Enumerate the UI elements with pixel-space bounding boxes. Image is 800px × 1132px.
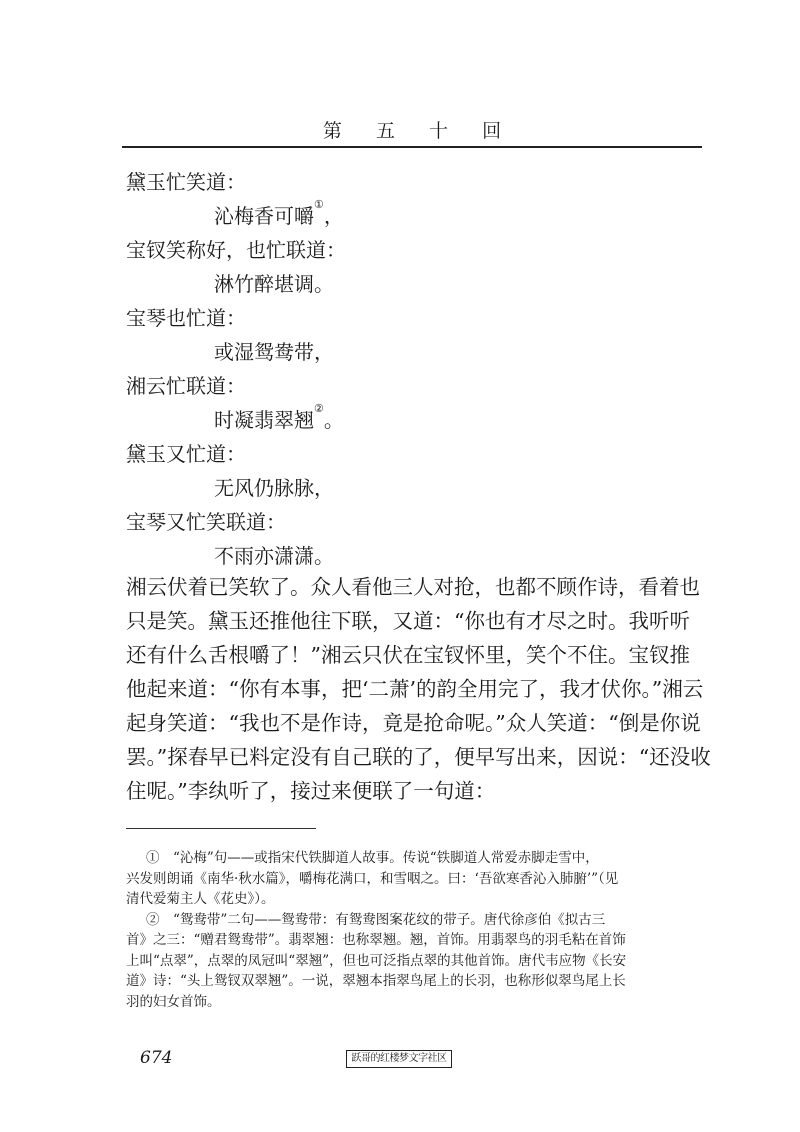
- footnote-line: 首》之三：“赠君鸳鸯带”。翡翠翘：也称翠翘。翘，首饰。用翡翠鸟的羽毛粘在首饰: [126, 932, 626, 948]
- footnote-1: [126, 848, 700, 910]
- speaker-line: 宝琴也忙道：: [126, 306, 246, 330]
- chapter-char: 五: [375, 120, 395, 142]
- footnote-ref: ②: [314, 402, 324, 415]
- chapter-char: 十: [429, 120, 449, 142]
- chapter-char: 回: [482, 120, 502, 142]
- footnote-line: ② “鸳鸯带”二句——鸳鸯带：有鸳鸯图案花纹的带子。唐代徐彦伯《拟古三: [146, 911, 606, 928]
- verse-line: 沁梅香可嚼①，: [214, 198, 344, 228]
- prose-line: 湘云伏着已笑软了。众人看他三人对抢，也都不顾作诗，看着也: [126, 575, 700, 599]
- footnote-line: 道》诗：“头上鸳钗双翠翘”。一说，翠翘本指翠鸟尾上的长羽，也称形似翠鸟尾上长: [126, 973, 626, 989]
- prose-line: 起身笑道：“我也不是作诗，竟是抢命呢。”众人笑道：“倒是你说: [126, 711, 701, 735]
- prose-line: 还有什么舌根嚼了！”湘云只伏在宝钗怀里，笑个不住。宝钗推: [126, 643, 690, 667]
- prose-line: 住呢。”李纨听了，接过来便联了一句道：: [126, 779, 496, 803]
- speaker-line: 黛玉忙笑道：: [126, 170, 246, 194]
- footnote-ref: ①: [314, 198, 324, 211]
- verse-line: 淋竹醉堪调。: [214, 272, 334, 296]
- footnote-line: 清代爱菊主人《花史》）。: [126, 891, 275, 907]
- footnotes: [126, 848, 700, 1012]
- speaker-line: 黛玉又忙道：: [126, 442, 246, 466]
- verse-line: 无风仍脉脉，: [214, 476, 334, 500]
- prose-line: 只是笑。黛玉还推他往下联，又道：“你也有才尽之时。我听听: [126, 609, 690, 633]
- header-rule: [122, 146, 702, 148]
- footnote-line: 羽的妇女首饰。: [126, 993, 221, 1010]
- footnote-2: [126, 910, 700, 1013]
- chapter-header: [122, 116, 702, 143]
- speaker-line: 湘云忙联道：: [126, 374, 246, 398]
- verse-line: 或湿鸳鸯带，: [214, 340, 334, 364]
- prose-line: 他起来道：“你有本事，把‘二萧’的韵全用完了，我才伏你。”湘云: [126, 677, 704, 701]
- page-number: 674: [140, 1048, 173, 1068]
- chapter-char: 第: [322, 120, 342, 142]
- speaker-line: 宝钗笑称好，也忙联道：: [126, 238, 346, 262]
- footnote-line: 兴发则朗诵《南华·秋水篇》，嚼梅花满口，和雪咽之。曰：‘吾欲寒香沁入肺腑’”（见: [126, 870, 619, 887]
- footnote-line: ① “沁梅”句——或指宋代铁脚道人故事。传说“铁脚道人常爱赤脚走雪中，: [146, 850, 599, 866]
- footnote-line: 上叫“点翠”，点翠的凤冠叫“翠翘”，但也可泛指点翠的其他首饰。唐代韦应物《长安: [126, 952, 627, 969]
- speaker-line: 宝琴又忙笑联道：: [126, 510, 286, 534]
- verse-line: 不雨亦潇潇。: [214, 544, 334, 568]
- watermark-stamp: 跃哥的红楼梦文字社区: [346, 1050, 452, 1068]
- verse-line: 时凝翡翠翘②。: [214, 402, 344, 432]
- footnote-separator: [126, 828, 316, 829]
- prose-paragraph: [126, 570, 711, 808]
- prose-line: 罢。”探春早已料定没有自己联的了，便早写出来，因说：“还没收: [126, 745, 711, 769]
